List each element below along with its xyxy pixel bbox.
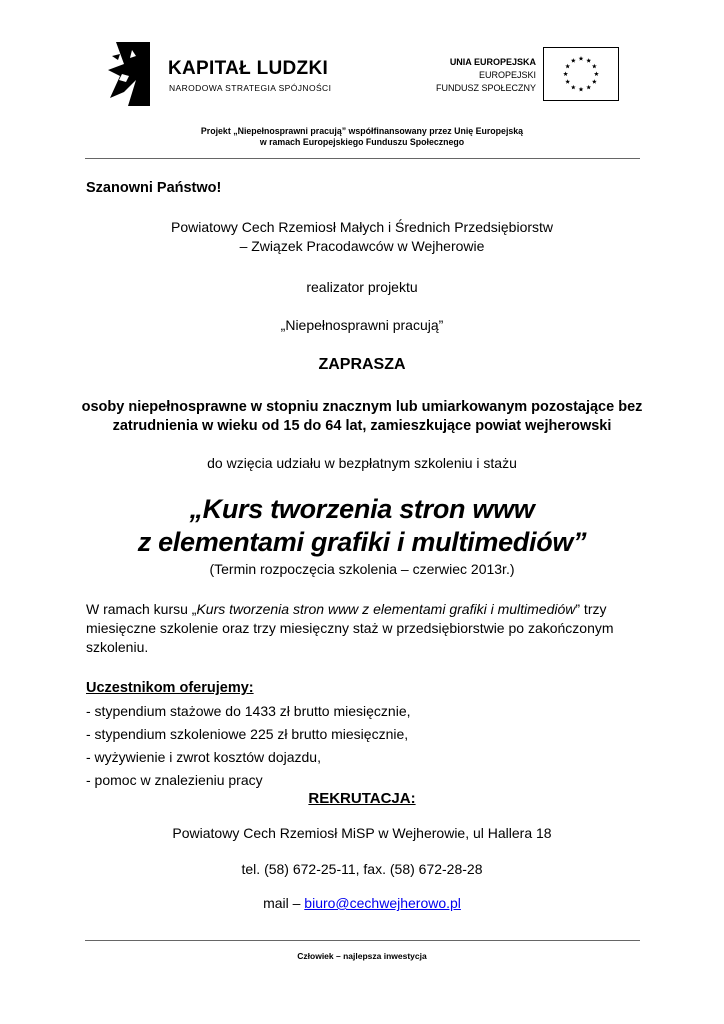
project-name: „Niepełnosprawni pracują” <box>280 317 444 333</box>
eu-star-icon <box>594 71 599 76</box>
organizer-line-1: Powiatowy Cech Rzemiosł Małych i Średnich Przedsiębiorstw <box>170 219 554 235</box>
mail-prefix: mail – <box>263 895 305 911</box>
invite-text: do wzięcia udziału w bezpłatnym szkoleniu i stażu <box>207 455 517 471</box>
eu-star-icon <box>579 56 584 61</box>
organizer-line-2: – Związek Pracodawców w Wejherowie <box>239 238 485 254</box>
email-link[interactable]: biuro@cechwejherowo.pl <box>304 895 461 911</box>
kapital-ludzki-logo-icon <box>106 40 154 110</box>
recruitment-phone: tel. (58) 672-25-11, fax. (58) 672-28-28 <box>241 861 483 877</box>
organizer <box>0 218 724 256</box>
eu-star-icon <box>579 87 584 92</box>
eu-star-icon <box>586 85 591 90</box>
eu-star-icon <box>586 58 591 63</box>
realizator-text: realizator projektu <box>306 279 418 295</box>
target-line-2: zatrudnienia w wieku od 15 do 64 lat, zamieszkujące powiat wejherowski <box>112 418 612 434</box>
project-cofinancing-line <box>0 126 724 148</box>
kl-title: KAPITAŁ LUDZKI <box>168 58 329 79</box>
recruitment-mail <box>0 895 724 911</box>
eu-flag-icon <box>543 47 619 101</box>
ue-label <box>418 56 536 95</box>
recruitment-heading: REKRUTACJA: <box>308 790 416 807</box>
project-line-1: Projekt „Niepełnosprawni pracują” współfinansowany przez Unię Europejską <box>200 126 524 136</box>
description-suffix: ” trzy miesięczne szkolenie oraz trzy miesięczny staż w przedsiębiorstwie po zakończonym szkoleniu. <box>86 601 614 655</box>
target-line-1: osoby niepełnosprawne w stopniu znacznym lub umiarkowanym pozostające bez <box>81 399 643 415</box>
footer-slogan: Człowiek – najlepsza inwestycja <box>297 951 427 961</box>
footer-divider <box>85 940 640 941</box>
eu-star-icon <box>565 79 570 84</box>
eu-star-icon <box>592 79 597 84</box>
greeting: Szanowni Państwo! <box>86 180 222 196</box>
offer-item: - stypendium stażowe do 1433 zł brutto miesięcznie, <box>86 703 411 719</box>
offer-item: - wyżywienie i zwrot kosztów dojazdu, <box>86 749 321 765</box>
course-term: (Termin rozpoczęcia szkolenia – czerwiec 2013r.) <box>209 561 515 577</box>
course-title-line-1: „Kurs tworzenia stron www <box>189 494 535 524</box>
eu-star-icon <box>571 85 576 90</box>
ue-line2: EUROPEJSKI <box>478 70 536 80</box>
offer-heading: Uczestnikom oferujemy: <box>86 680 254 696</box>
offer-item: - stypendium szkoleniowe 225 zł brutto miesięcznie, <box>86 726 409 742</box>
header-divider <box>85 158 640 159</box>
recruitment-address: Powiatowy Cech Rzemiosł MiSP w Wejherowie, ul Hallera 18 <box>172 825 552 841</box>
ue-title: UNIA EUROPEJSKA <box>449 57 536 67</box>
course-title-line-2: z elementami grafiki i multimediów” <box>137 527 587 557</box>
description-prefix: W ramach kursu „ <box>86 601 197 617</box>
eu-star-icon <box>571 58 576 63</box>
eu-star-icon <box>592 64 597 69</box>
offer-list <box>86 700 411 792</box>
eu-star-icon <box>565 64 570 69</box>
target-group <box>0 398 724 436</box>
kl-subtitle: NARODOWA STRATEGIA SPÓJNOŚCI <box>169 83 332 93</box>
ue-line3: FUNDUSZ SPOŁECZNY <box>435 83 536 93</box>
eu-star-icon <box>563 71 568 76</box>
invites-heading: ZAPRASZA <box>318 356 406 373</box>
project-line-2: w ramach Europejskiego Funduszu Społecznego <box>259 137 465 147</box>
course-description <box>86 600 646 657</box>
offer-item: - pomoc w znalezieniu pracy <box>86 772 263 788</box>
description-course-name: Kurs tworzenia stron www z elementami grafiki i multimediów <box>196 601 576 617</box>
course-title <box>0 493 724 559</box>
